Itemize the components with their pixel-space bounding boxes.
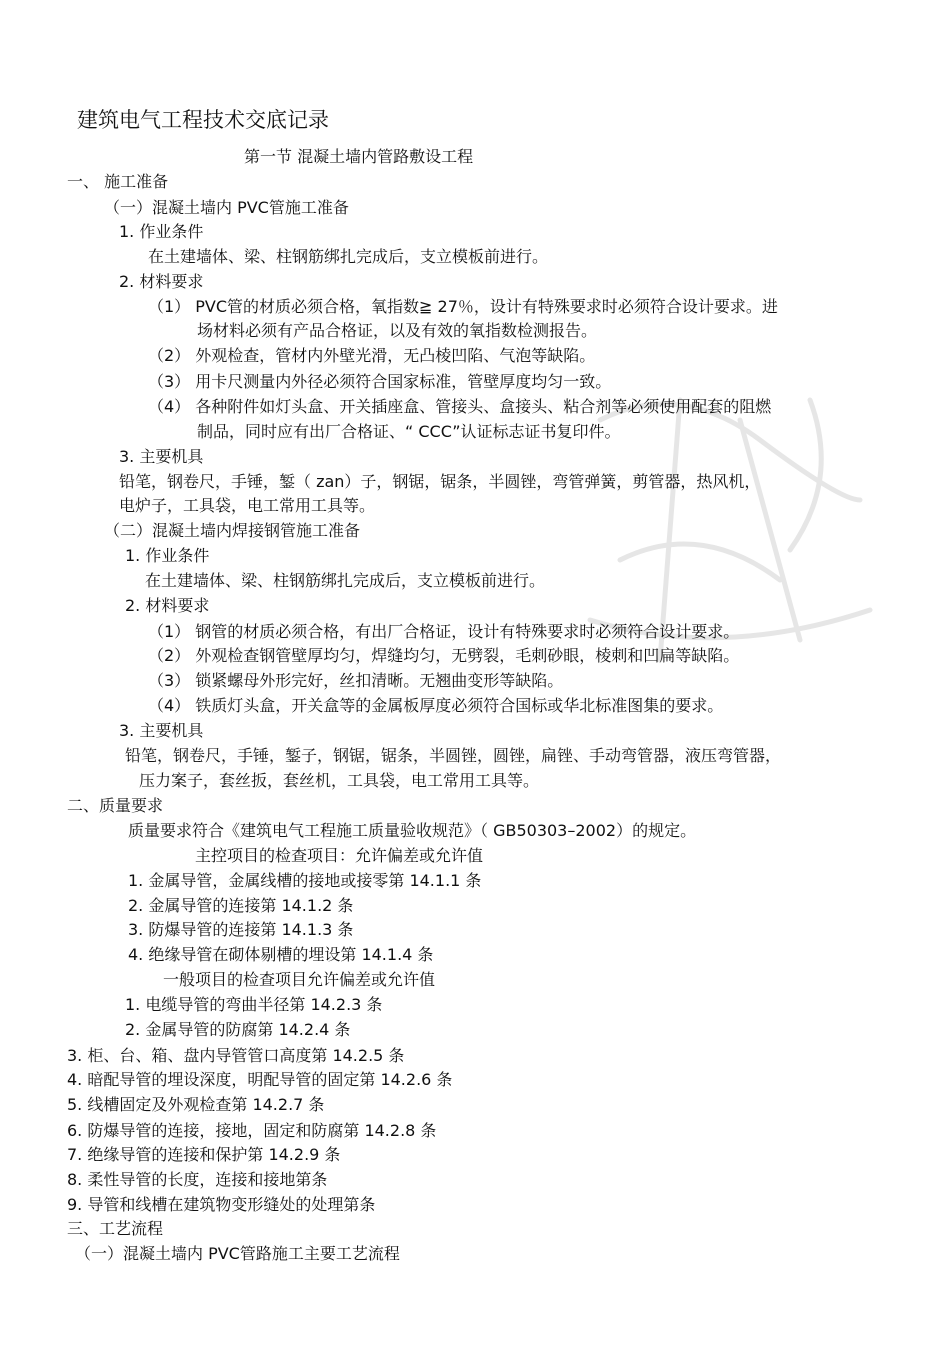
heading-level-1: 二、质量要求: [67, 796, 164, 815]
heading-level-1: 三、工艺流程: [67, 1219, 164, 1238]
list-item: 2. 金属导管的防腐第 14.2.4 条: [125, 1020, 351, 1039]
heading-level-3: 1. 作业条件: [119, 222, 204, 241]
heading-level-3: 2. 材料要求: [119, 272, 204, 291]
body-text: 电炉子，工具袋，电工常用工具等。: [119, 496, 376, 515]
list-item: 7. 绝缘导管的连接和保护第 14.2.9 条: [67, 1145, 341, 1164]
body-text: 在土建墙体、梁、柱钢筋绑扎完成后，支立模板前进行。: [145, 571, 546, 590]
list-item: 4. 暗配导管的埋设深度，明配导管的固定第 14.2.6 条: [67, 1070, 453, 1089]
list-item: （1） PVC管的材质必须合格，氧指数≧ 27％，设计有特殊要求时必须符合设计要求。进: [148, 297, 778, 316]
body-text: 压力案子，套丝扳，套丝机，工具袋，电工常用工具等。: [139, 771, 540, 790]
list-item: 2. 金属导管的连接第 14.1.2 条: [128, 896, 354, 915]
body-text: 铅笔，钢卷尺，手锤，錾子，钢锯，锯条，半圆锉，圆锉，扁锉、手动弯管器，液压弯管器，: [125, 746, 782, 765]
heading-level-3: 2. 材料要求: [125, 596, 210, 615]
list-item: 1. 金属导管，金属线槽的接地或接零第 14.1.1 条: [128, 871, 482, 890]
heading-level-1: 一、 施工准备: [67, 172, 169, 191]
body-text: 铅笔，钢卷尺，手锤，錾（ zan）子，钢锯，锯条，半圆锉，弯管弹簧，剪管器，热风机，: [119, 472, 761, 491]
heading-level-2: （一）混凝土墙内 PVC管施工准备: [104, 198, 349, 217]
list-item: （2） 外观检查，管材内外壁光滑，无凸棱凹陷、气泡等缺陷。: [148, 346, 596, 365]
list-item: 6. 防爆导管的连接，接地，固定和防腐第 14.2.8 条: [67, 1121, 437, 1140]
list-item: （4） 各种附件如灯头盒、开关插座盒、管接头、盒接头、粘合剂等必须使用配套的阻燃: [148, 397, 772, 416]
document-title: 建筑电气工程技术交底记录: [77, 108, 329, 132]
list-item: （2） 外观检查钢管壁厚均匀，焊缝均匀，无劈裂，毛刺砂眼，棱刺和凹扁等缺陷。: [148, 646, 740, 665]
body-text: 质量要求符合《建筑电气工程施工质量验收规范》（ GB50303–2002）的规定。: [128, 821, 697, 840]
list-item: 8. 柔性导管的长度，连接和接地第条: [67, 1170, 328, 1189]
list-item: （4） 铁质灯头盒，开关盒等的金属板厚度必须符合国标或华北标准图集的要求。: [148, 696, 724, 715]
heading-level-3: 3. 主要机具: [119, 721, 204, 740]
section-heading: 第一节 混凝土墙内管路敷设工程: [244, 147, 474, 166]
heading-level-3: 3. 主要机具: [119, 447, 204, 466]
list-item: （1） 钢管的材质必须合格，有出厂合格证，设计有特殊要求时必须符合设计要求。: [148, 622, 740, 641]
heading-level-2: （二）混凝土墙内焊接钢管施工准备: [104, 521, 361, 540]
list-item: （3） 锁紧螺母外形完好，丝扣清晰。无翘曲变形等缺陷。: [148, 671, 564, 690]
subheading: 主控项目的检查项目：允许偏差或允许值: [195, 846, 484, 865]
list-item: 3. 防爆导管的连接第 14.1.3 条: [128, 920, 354, 939]
list-item: 3. 柜、台、箱、盘内导管管口高度第 14.2.5 条: [67, 1046, 405, 1065]
list-item: 5. 线槽固定及外观检查第 14.2.7 条: [67, 1095, 325, 1114]
list-item: （3） 用卡尺测量内外径必须符合国家标准，管壁厚度均匀一致。: [148, 372, 612, 391]
list-item-continuation: 制品，同时应有出厂合格证、“ CCC”认证标志证书复印件。: [197, 422, 621, 441]
body-text: 在土建墙体、梁、柱钢筋绑扎完成后，支立模板前进行。: [148, 247, 549, 266]
heading-level-3: 1. 作业条件: [125, 546, 210, 565]
list-item-continuation: 场材料必须有产品合格证，以及有效的氧指数检测报告。: [197, 321, 598, 340]
heading-level-2: （一）混凝土墙内 PVC管路施工主要工艺流程: [75, 1244, 400, 1263]
list-item: 9. 导管和线槽在建筑物变形缝处的处理第条: [67, 1195, 376, 1214]
subheading: 一般项目的检查项目允许偏差或允许值: [163, 970, 436, 989]
list-item: 1. 电缆导管的弯曲半径第 14.2.3 条: [125, 995, 383, 1014]
list-item: 4. 绝缘导管在砌体剔槽的埋设第 14.1.4 条: [128, 945, 434, 964]
